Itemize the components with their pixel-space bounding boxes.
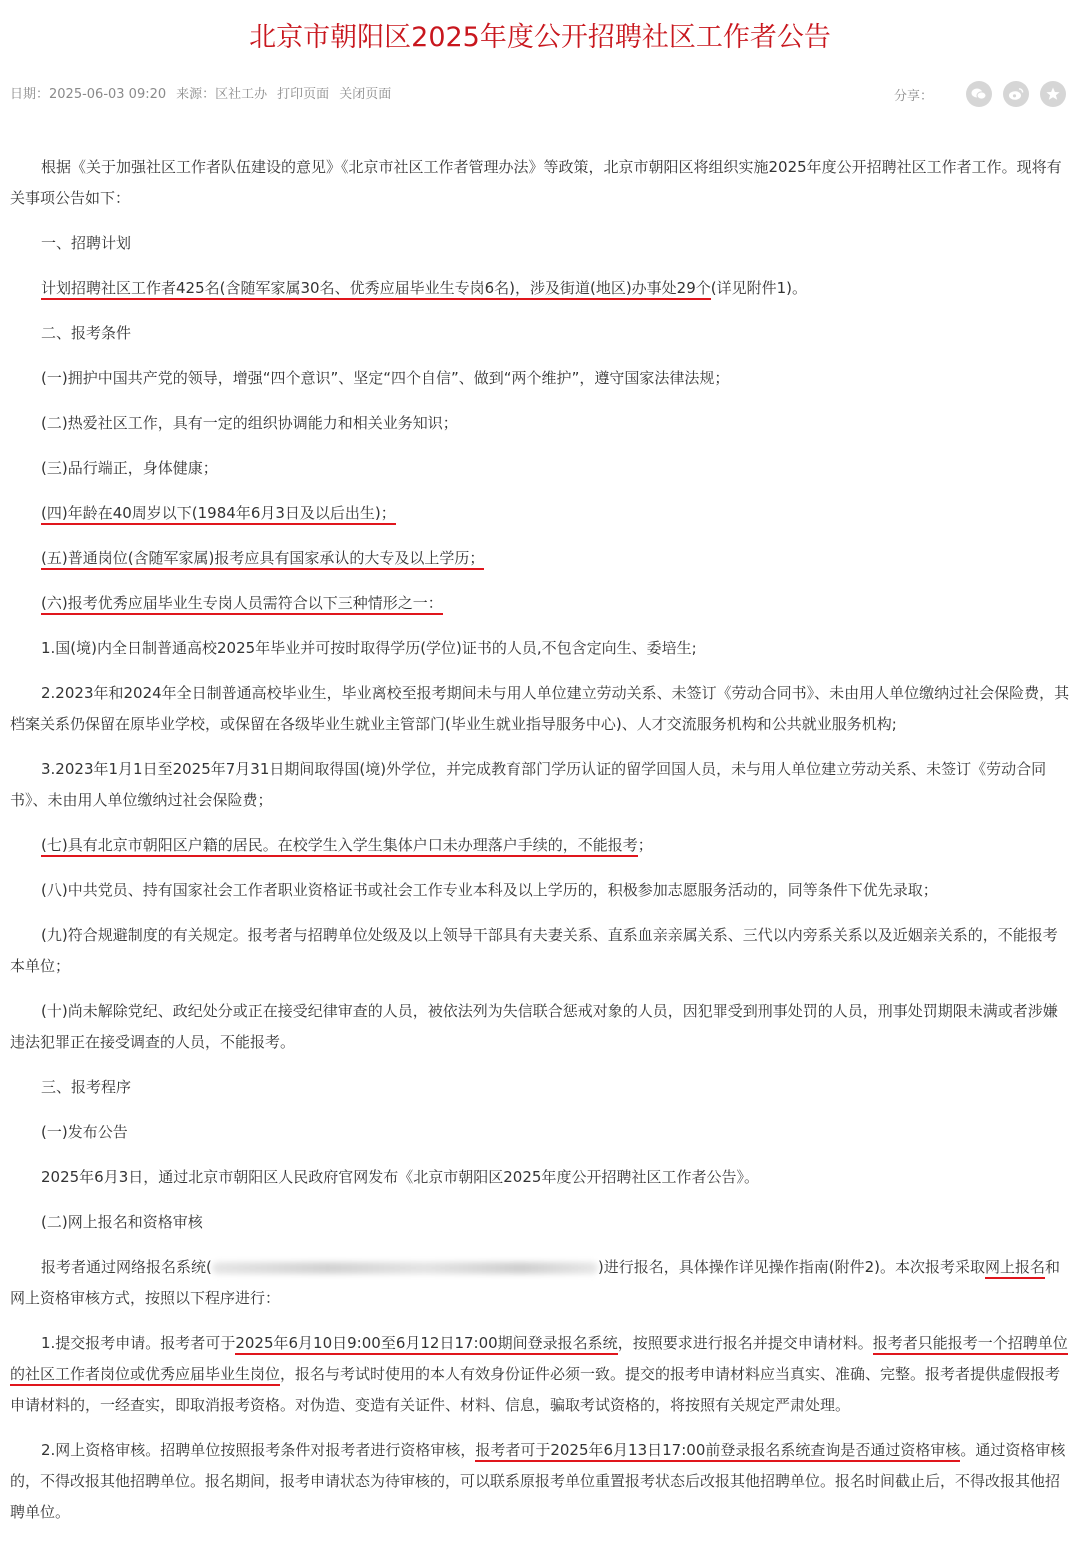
- condition-6: [10, 588, 1072, 619]
- condition-3: (三)品行端正，身体健康；: [41, 459, 218, 477]
- section-heading-procedure: 三、报考程序: [41, 1078, 132, 1096]
- weibo-icon[interactable]: [1003, 81, 1029, 107]
- plan-paragraph: 计划招聘社区工作者425名(含随军家属30名、优秀应届毕业生专岗6名)，涉及街道(地区)办事处29个(详见附件1)。: [10, 273, 1072, 304]
- step-2-highlight: 报考者可于2025年6月13日17:00前登录报名系统查询是否通过资格审核: [475, 1441, 960, 1462]
- section-heading-plan: 一、招聘计划: [41, 234, 132, 252]
- article-meta: [10, 85, 401, 105]
- page-title: 北京市朝阳区2025年度公开招聘社区工作者公告: [249, 22, 831, 53]
- condition-7: (七)具有北京市朝阳区户籍的居民。在校学生入学生集体户口未办理落户手续的，不能报考；: [10, 830, 1072, 861]
- procedure-1-heading: (一)发布公告: [41, 1123, 128, 1141]
- close-link[interactable]: 关闭页面: [339, 87, 392, 102]
- wechat-icon[interactable]: [966, 81, 992, 107]
- condition-1: (一)拥护中国共产党的领导，增强“四个意识”、坚定“四个自信”、做到“两个维护”，遵守国家法律法规；: [41, 369, 730, 387]
- condition-8: (八)中共党员、持有国家社会工作者职业资格证书或社会工作专业本科及以上学历的，积极参加志愿服务活动的，同等条件下优先录取；: [41, 881, 938, 899]
- blurred-url: [212, 1262, 598, 1274]
- step-1: 1.提交报考申请。报考者可于2025年6月10日9:00至6月12日17:00期间登录报名系统，按照要求进行报名并提交申请材料。报考者只能报考一个招聘单位的社区工作者岗位或优秀应届毕业生岗位，报名与考试时使用的本人有效身份证件必须一致。提交的报考申请材料应当真实、准确、完整。报考者提供虚假报考申请材料的，一经查实，即取消报考资格。对伪造、变造有关证件、材料、信息，骗取考试资格的，将按照有关规定严肃处理。: [10, 1334, 1068, 1414]
- section-heading-conditions: 二、报考条件: [41, 324, 132, 342]
- procedure-1-text: 2025年6月3日，通过北京市朝阳区人民政府官网发布《北京市朝阳区2025年度公开招聘社区工作者公告》。: [41, 1168, 759, 1186]
- step-1-date-highlight: 2025年6月10日9:00至6月12日17:00期间登录报名系统: [235, 1334, 617, 1355]
- condition-2: (二)热爱社区工作，具有一定的组织协调能力和相关业务知识；: [41, 414, 458, 432]
- registration-paragraph: 报考者通过网络报名系统( )进行报名，具体操作详见操作指南(附件2)。本次报考采取网上报名和网上资格审核方式，按照以下程序进行：: [10, 1258, 1060, 1307]
- condition-4-highlight: (四)年龄在40周岁以下(1984年6月3日及以后出生)；: [41, 504, 396, 525]
- condition-9: (九)符合规避制度的有关规定。报考者与招聘单位处级及以上领导干部具有夫妻关系、直系血亲亲属关系、三代以内旁系关系以及近姻亲关系的，不能报考本单位；: [10, 926, 1058, 975]
- article-body: [10, 152, 1072, 1542]
- condition-5: [10, 543, 1072, 574]
- condition-6-highlight: (六)报考优秀应届毕业生专岗人员需符合以下三种情形之一：: [41, 594, 443, 615]
- condition-6-item-2: 2.2023年和2024年全日制普通高校毕业生，毕业离校至报考期间未与用人单位建立劳动关系、未签订《劳动合同书》、未由用人单位缴纳过社会保险费，其档案关系仍保留在原毕业学校，或保留在各级毕业生就业主管部门(毕业生就业指导服务中心)、人才交流服务机构和公共就业服务机构;: [10, 684, 1070, 733]
- intro-paragraph: 根据《关于加强社区工作者队伍建设的意见》《北京市社区工作者管理办法》等政策，北京市朝阳区将组织实施2025年度公开招聘社区工作者工作。现将有关事项公告如下：: [10, 158, 1062, 207]
- source: 来源：区社工办: [176, 87, 268, 102]
- condition-10: (十)尚未解除党纪、政纪处分或正在接受纪律审查的人员，被依法列为失信联合惩戒对象的人员，因犯罪受到刑事处罚的人员，刑事处罚期限未满或者涉嫌违法犯罪正在接受调查的人员，不能报考。: [10, 1002, 1058, 1051]
- share-label: 分享：: [893, 88, 933, 104]
- condition-6-item-3: 3.2023年1月1日至2025年7月31日期间取得国(境)外学位，并完成教育部门学历认证的留学回国人员，未与用人单位建立劳动关系、未签订《劳动合同书》、未由用人单位缴纳过社会保险费；: [10, 760, 1047, 809]
- publish-date: 日期：2025-06-03 09:20: [10, 87, 167, 102]
- print-link[interactable]: 打印页面: [277, 87, 330, 102]
- favorite-icon[interactable]: [1040, 81, 1066, 107]
- step-2: 2.网上资格审核。招聘单位按照报考条件对报考者进行资格审核，报考者可于2025年6月13日17:00前登录报名系统查询是否通过资格审核。通过资格审核的，不得改报其他招聘单位。报名期间，报考申请状态为待审核的，可以联系原报考单位重置报考状态后改报其他招聘单位。报名时间截止后，不得改报其他招聘单位。: [10, 1441, 1066, 1521]
- condition-4: [10, 498, 1072, 529]
- plan-highlight: 计划招聘社区工作者425名(含随军家属30名、优秀应届毕业生专岗6名)，涉及街道(地区)办事处29个: [41, 279, 711, 300]
- condition-6-item-1: 1.国(境)内全日制普通高校2025年毕业并可按时取得学历(学位)证书的人员,不包含定向生、委培生;: [41, 639, 697, 657]
- step-1-rule-highlight: 报考者只能报考一个招聘单位的社区工作者岗位或优秀应届毕业生岗位: [10, 1334, 1068, 1386]
- procedure-2-heading: (二)网上报名和资格审核: [41, 1213, 203, 1231]
- online-registration-highlight: 网上报名: [985, 1258, 1045, 1279]
- condition-5-highlight: (五)普通岗位(含随军家属)报考应具有国家承认的大专及以上学历；: [41, 549, 484, 570]
- condition-7-highlight: (七)具有北京市朝阳区户籍的居民。在校学生入学生集体户口未办理落户手续的，不能报考: [41, 836, 638, 857]
- share-bar: [894, 81, 1066, 107]
